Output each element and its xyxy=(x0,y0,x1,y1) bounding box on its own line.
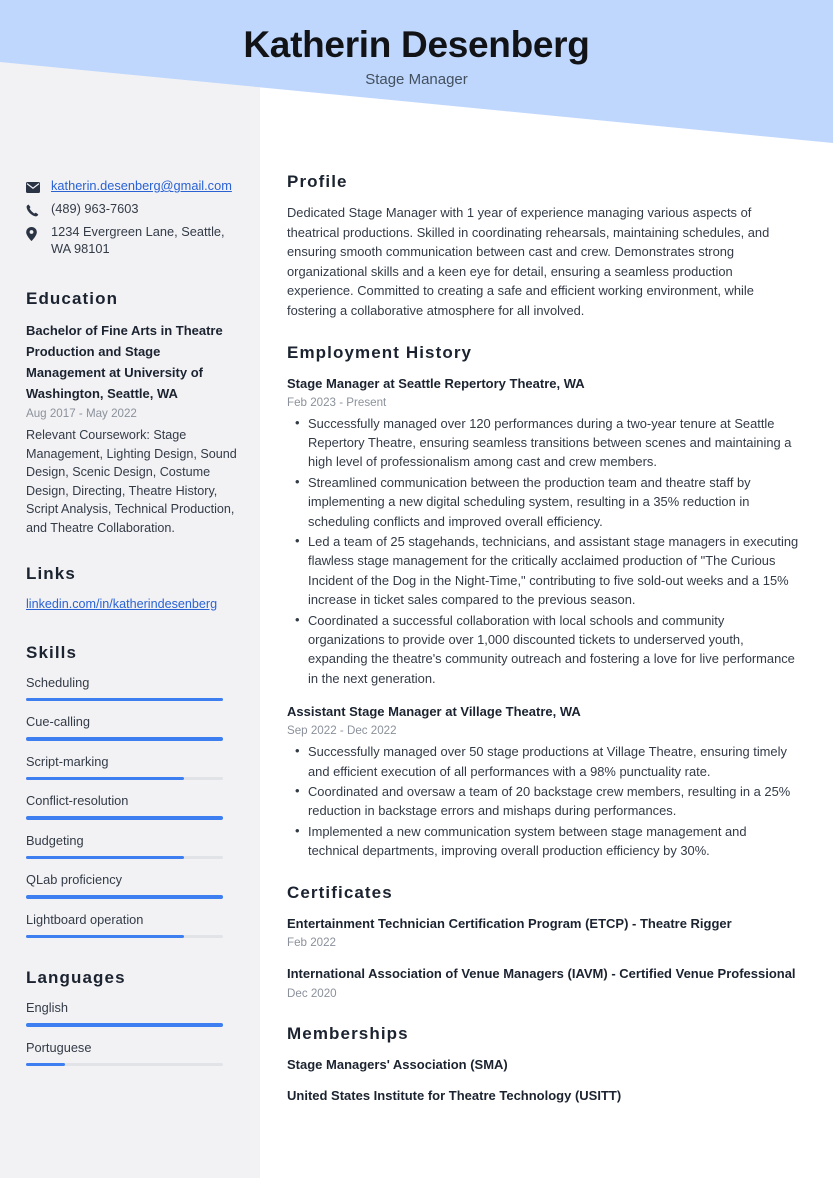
membership-item: Stage Managers' Association (SMA) xyxy=(287,1056,508,1072)
phone-text: (489) 963-7603 xyxy=(51,201,139,216)
profile-text: Dedicated Stage Manager with 1 year of experience managing various aspects of theatrical productions. Skilled in coordinating rehearsals, maintaining schedules, and ensuring smooth communication between cast and crew. Demonstrates strong organizational skills and a keen eye for detail, ensuring a seamless production experience. Committed to creating a safe and efficient working environment, while fostering a collaborative atmosphere for all involved. xyxy=(287,205,770,318)
contact-list xyxy=(26,178,238,257)
contact-row-phone xyxy=(26,201,238,218)
employment-entry-title: Assistant Stage Manager at Village Theatre, WA xyxy=(287,704,581,720)
membership-item: United States Institute for Theatre Technology (USITT) xyxy=(287,1087,622,1103)
contact-row-address xyxy=(26,224,238,257)
page-title: Katherin Desenberg xyxy=(243,24,590,65)
job-title-subtitle: Stage Manager xyxy=(365,70,468,88)
links-heading: Links xyxy=(26,563,76,583)
language-bar-fill xyxy=(26,1063,65,1067)
skill-item xyxy=(26,911,238,939)
skill-label: Cue-calling xyxy=(26,714,91,730)
skill-item xyxy=(26,674,238,702)
skill-bar-fill xyxy=(26,895,223,899)
skill-bar-fill xyxy=(26,856,184,860)
phone-icon xyxy=(26,203,43,218)
education-date: Aug 2017 - May 2022 xyxy=(26,407,137,420)
skill-label: Lightboard operation xyxy=(26,911,144,927)
envelope-icon xyxy=(26,180,43,195)
skill-item xyxy=(26,832,238,860)
language-bar-track xyxy=(26,1023,223,1027)
certificates-list xyxy=(287,914,799,1002)
certificate-date: Feb 2022 xyxy=(287,936,336,950)
skill-bar-track xyxy=(26,935,223,939)
employment-bullet: • Implemented a new communication system between stage management and technical departments, improving overall production efficiency by 30%. xyxy=(287,822,799,861)
skill-item xyxy=(26,753,238,781)
employment-bullet-list xyxy=(287,742,799,860)
employment-bullet: • Successfully managed over 120 performances during a two-year tenure at Seattle Repertory Theatre, ensuring seamless transitions between scenes and maintaining a high level of professionalism among cast and crew members. xyxy=(287,414,799,472)
skill-label: Budgeting xyxy=(26,832,84,848)
skill-bar-track xyxy=(26,895,223,899)
skill-label: Conflict-resolution xyxy=(26,793,129,809)
skill-bar-track xyxy=(26,777,223,781)
education-description: Relevant Coursework: Stage Management, Lighting Design, Sound Design, Scenic Design, Costume Design, Directing, Theatre History, Script Analysis, Technical Production, and Theatre Collaboration. xyxy=(26,428,237,535)
employment-heading: Employment History xyxy=(287,342,473,362)
memberships-list xyxy=(287,1055,799,1105)
sidebar-content xyxy=(0,0,260,1078)
skill-item xyxy=(26,713,238,741)
linkedin-link[interactable]: linkedin.com/in/katherindesenberg xyxy=(26,596,218,611)
memberships-heading: Memberships xyxy=(287,1023,409,1043)
skill-bar-track xyxy=(26,737,223,741)
language-bar-track xyxy=(26,1063,223,1067)
certificate-title: International Association of Venue Managers (IAVM) - Certified Venue Professional xyxy=(287,966,796,982)
memberships-section xyxy=(287,1024,799,1105)
skill-label: Script-marking xyxy=(26,753,109,769)
languages-heading: Languages xyxy=(26,968,126,988)
employment-entry xyxy=(287,702,799,860)
certificate-date: Dec 2020 xyxy=(287,986,337,1000)
employment-entry-title: Stage Manager at Seattle Repertory Theatre, WA xyxy=(287,375,585,391)
language-bar-fill xyxy=(26,1023,223,1027)
address-text: 1234 Evergreen Lane, Seattle, WA 98101 xyxy=(51,224,225,256)
main-content xyxy=(287,0,799,1127)
skill-bar-fill xyxy=(26,935,184,939)
education-degree: Bachelor of Fine Arts in Theatre Production and Stage Management at University of Washington, Seattle, WA xyxy=(26,323,223,401)
skill-label: QLab proficiency xyxy=(26,872,123,888)
profile-heading: Profile xyxy=(287,172,348,191)
education-heading: Education xyxy=(26,289,119,308)
skill-bar-fill xyxy=(26,698,223,702)
certificate-entry xyxy=(287,914,799,952)
skill-label: Scheduling xyxy=(26,674,90,690)
language-item xyxy=(26,999,238,1027)
certificates-section xyxy=(287,883,799,1002)
language-item xyxy=(26,1039,238,1067)
employment-bullet: • Streamlined communication between the production team and theatre staff by implementing a new digital scheduling system, resulting in a 35% reduction in scheduling conflicts and improved overall efficiency. xyxy=(287,473,799,531)
skill-bar-fill xyxy=(26,816,223,820)
employment-bullet: • Led a team of 25 stagehands, technicians, and assistant stage managers in executing flawless stage management for the critically acclaimed production of "The Curious Incident of the Dog in the Night-Time," contributing to five sold-out weeks and a 15% increase in ticket sales compared to the previous season. xyxy=(287,532,799,610)
profile-section xyxy=(287,172,799,321)
employment-bullet: • Coordinated a successful collaboration with local schools and community organizations to provide over 1,000 discounted tickets to underserved youth, expanding the theatre's community outreach and fostering a love for live performance in the next generation. xyxy=(287,611,799,689)
skill-bar-track xyxy=(26,816,223,820)
skill-item xyxy=(26,871,238,899)
email-link[interactable]: katherin.desenberg@gmail.com xyxy=(51,178,232,193)
skill-bar-fill xyxy=(26,737,223,741)
employment-bullet: • Successfully managed over 50 stage productions at Village Theatre, ensuring timely and efficient execution of all performances with a 98% punctuality rate. xyxy=(287,742,799,781)
employment-entry-date: Sep 2022 - Dec 2022 xyxy=(287,724,397,738)
language-label: English xyxy=(26,1000,68,1016)
certificates-heading: Certificates xyxy=(287,882,393,902)
skills-heading: Skills xyxy=(26,642,78,662)
contact-row-email xyxy=(26,178,238,195)
employment-list xyxy=(287,374,799,861)
skill-bar-track xyxy=(26,698,223,702)
certificate-entry xyxy=(287,964,799,1002)
employment-bullet: • Coordinated and oversaw a team of 20 backstage crew members, resulting in a 25% reduction in backstage errors and mishaps during performances. xyxy=(287,782,799,821)
skills-list xyxy=(26,674,238,939)
employment-entry-date: Feb 2023 - Present xyxy=(287,395,387,409)
employment-entry xyxy=(287,374,799,689)
skill-bar-track xyxy=(26,856,223,860)
employment-bullet-list xyxy=(287,414,799,689)
location-pin-icon xyxy=(26,226,43,241)
employment-section xyxy=(287,343,799,861)
language-label: Portuguese xyxy=(26,1039,92,1055)
skill-item xyxy=(26,792,238,820)
languages-list xyxy=(26,999,238,1066)
skill-bar-fill xyxy=(26,777,184,781)
certificate-title: Entertainment Technician Certification Program (ETCP) - Theatre Rigger xyxy=(287,915,732,931)
